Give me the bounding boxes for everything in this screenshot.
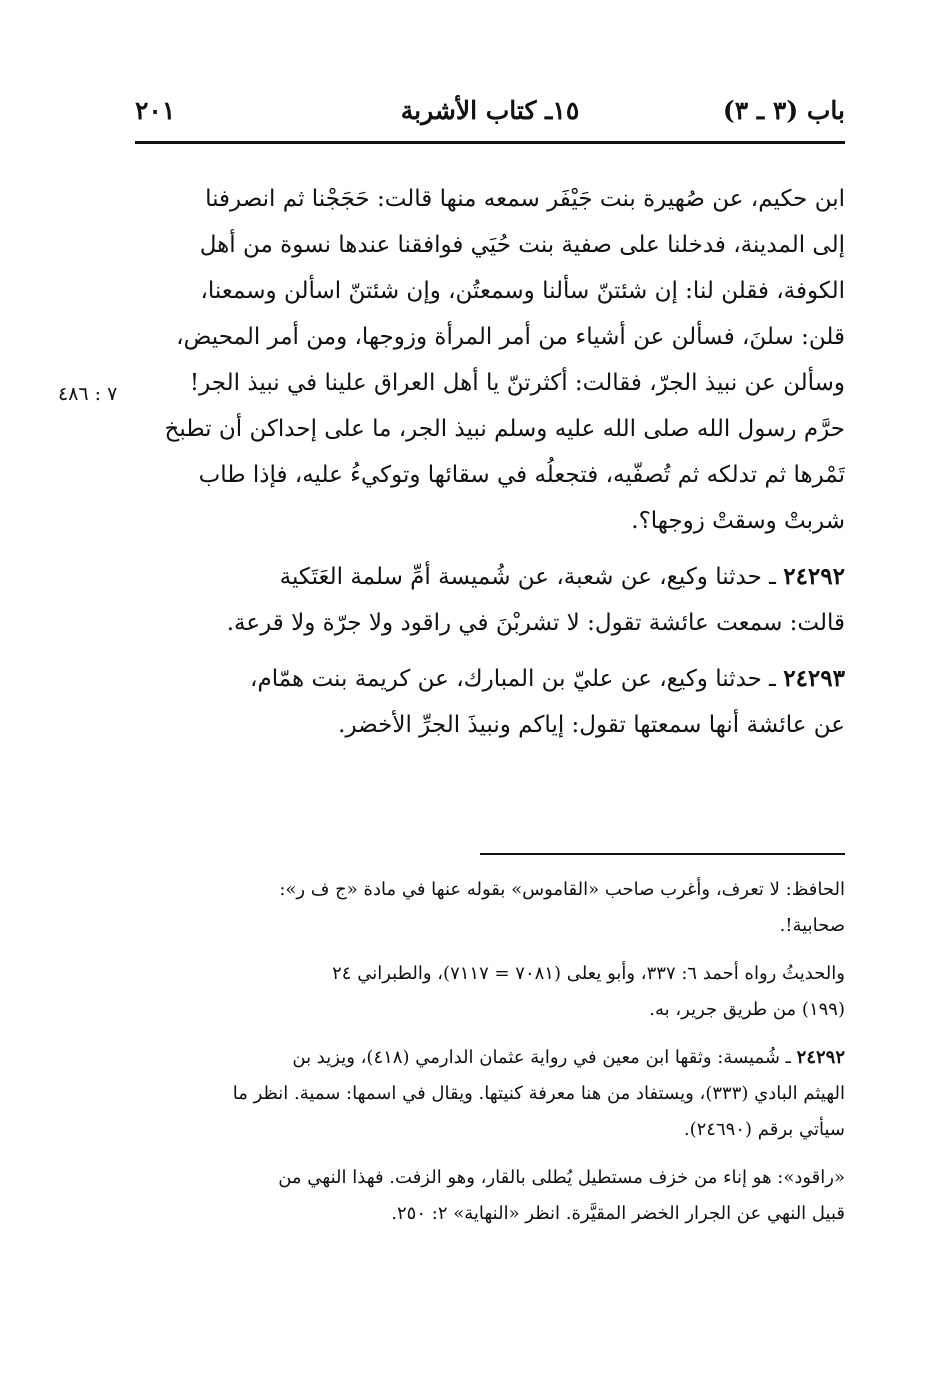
- hadith-24293: [135, 656, 845, 748]
- footnote-4: [135, 1160, 845, 1232]
- hadith-number: ٢٤٢٩٢: [783, 563, 845, 590]
- text-segment: ـ حدثنا وكيع، عن شعبة، عن شُميسة أمِّ سلمة العَتَكية: [279, 564, 784, 590]
- text-line: الكوفة، فقلن لنا: إن شئتنّ سألنا وسمعتُن، وإن شئتنّ اسألن وسمعنا،: [200, 278, 845, 304]
- footnote-divider: [480, 853, 845, 855]
- text-line: ابن حكيم، عن صُهيرة بنت جَيْفَر سمعه منها قالت: حَجَجْنا ثم انصرفنا: [205, 186, 845, 212]
- hadith-number: ٢٤٢٩٣: [783, 665, 845, 692]
- text-line: حرَّم رسول الله صلى الله عليه وسلم نبيذ الجر، ما على إحداكن أن تطبخ: [164, 416, 845, 442]
- footnote-line: «راقود»: هو إناء من خزف مستطيل يُطلى بالقار، وهو الزفت. فهذا النهي من: [278, 1167, 845, 1188]
- footnote-1: [135, 872, 845, 944]
- page-number: ٢٠١: [135, 96, 176, 125]
- text-segment: ـ حدثنا وكيع، عن عليّ بن المبارك، عن كريمة بنت همّام،: [250, 666, 784, 692]
- footnotes: [135, 872, 845, 1244]
- footnote-line: [135, 1040, 845, 1076]
- margin-reference: ٧ : ٤٨٦: [58, 383, 118, 405]
- footnote-line: صحابية!.: [779, 915, 845, 936]
- footnote-line: سيأتي برقم (٢٤٦٩٠).: [683, 1119, 845, 1140]
- page-header: [135, 92, 845, 138]
- footnote-line: والحديثُ رواه أحمد ٦: ٣٣٧، وأبو يعلى (٧٠٨١ = ٧١١٧)، والطبراني ٢٤: [332, 963, 845, 984]
- main-text: [135, 176, 845, 748]
- footnote-line: الحافظ: لا تعرف، وأغرب صاحب «القاموس» بقوله عنها في مادة «ج ف ر»:: [279, 879, 845, 900]
- text-line: [135, 554, 845, 600]
- footnote-3: [135, 1040, 845, 1148]
- text-line: قالت: سمعت عائشة تقول: لا تشربْنَ في راقود ولا جرّة ولا قرعة.: [226, 610, 845, 636]
- footnote-line: قبيل النهي عن الجرار الخضر المقيَّرة. انظر «النهاية» ٢: ٢٥٠.: [391, 1203, 845, 1224]
- hadith-24292: [135, 554, 845, 646]
- footnote-line: الهيثم البادي (٣٣٣)، ويستفاد من هنا معرفة كنيتها. ويقال في اسمها: سمية. انظر ما: [232, 1083, 845, 1104]
- text-line: شربتْ وسقتْ زوجها؟.: [631, 508, 845, 534]
- hadith-number: ٢٤٢٩٢: [796, 1047, 845, 1068]
- chapter-reference: باب (٣ ـ ٣): [722, 96, 845, 125]
- hadith-text-continued: [135, 176, 845, 544]
- text-line: وسألن عن نبيذ الجرّ، فقالت: أكثرتنّ يا أهل العراق علينا في نبيذ الجر!: [189, 370, 845, 396]
- header-divider: [135, 141, 845, 144]
- text-line: عن عائشة أنها سمعتها تقول: إياكم ونبيذَ الجرِّ الأخضر.: [338, 712, 845, 738]
- text-line: إلى المدينة، فدخلنا على صفية بنت حُيَي فوافقنا عندها نسوة من أهل: [199, 232, 845, 258]
- text-segment: ـ شُميسة: وثقها ابن معين في رواية عثمان الدارمي (٤١٨)، ويزيد بن: [292, 1047, 797, 1068]
- footnote-line: (١٩٩) من طريق جرير، به.: [649, 999, 845, 1020]
- footnote-2: [135, 956, 845, 1028]
- text-line: قلن: سلنَ، فسألن عن أشياء من أمر المرأة وزوجها، ومن أمر المحيض،: [176, 324, 845, 350]
- text-line: [135, 656, 845, 702]
- book-title: ١٥ـ كتاب الأشربة: [400, 96, 580, 125]
- text-line: تَمْرها ثم تدلكه ثم تُصفّيه، فتجعلُه في سقائها وتوكيءُ عليه، فإذا طاب: [198, 462, 845, 488]
